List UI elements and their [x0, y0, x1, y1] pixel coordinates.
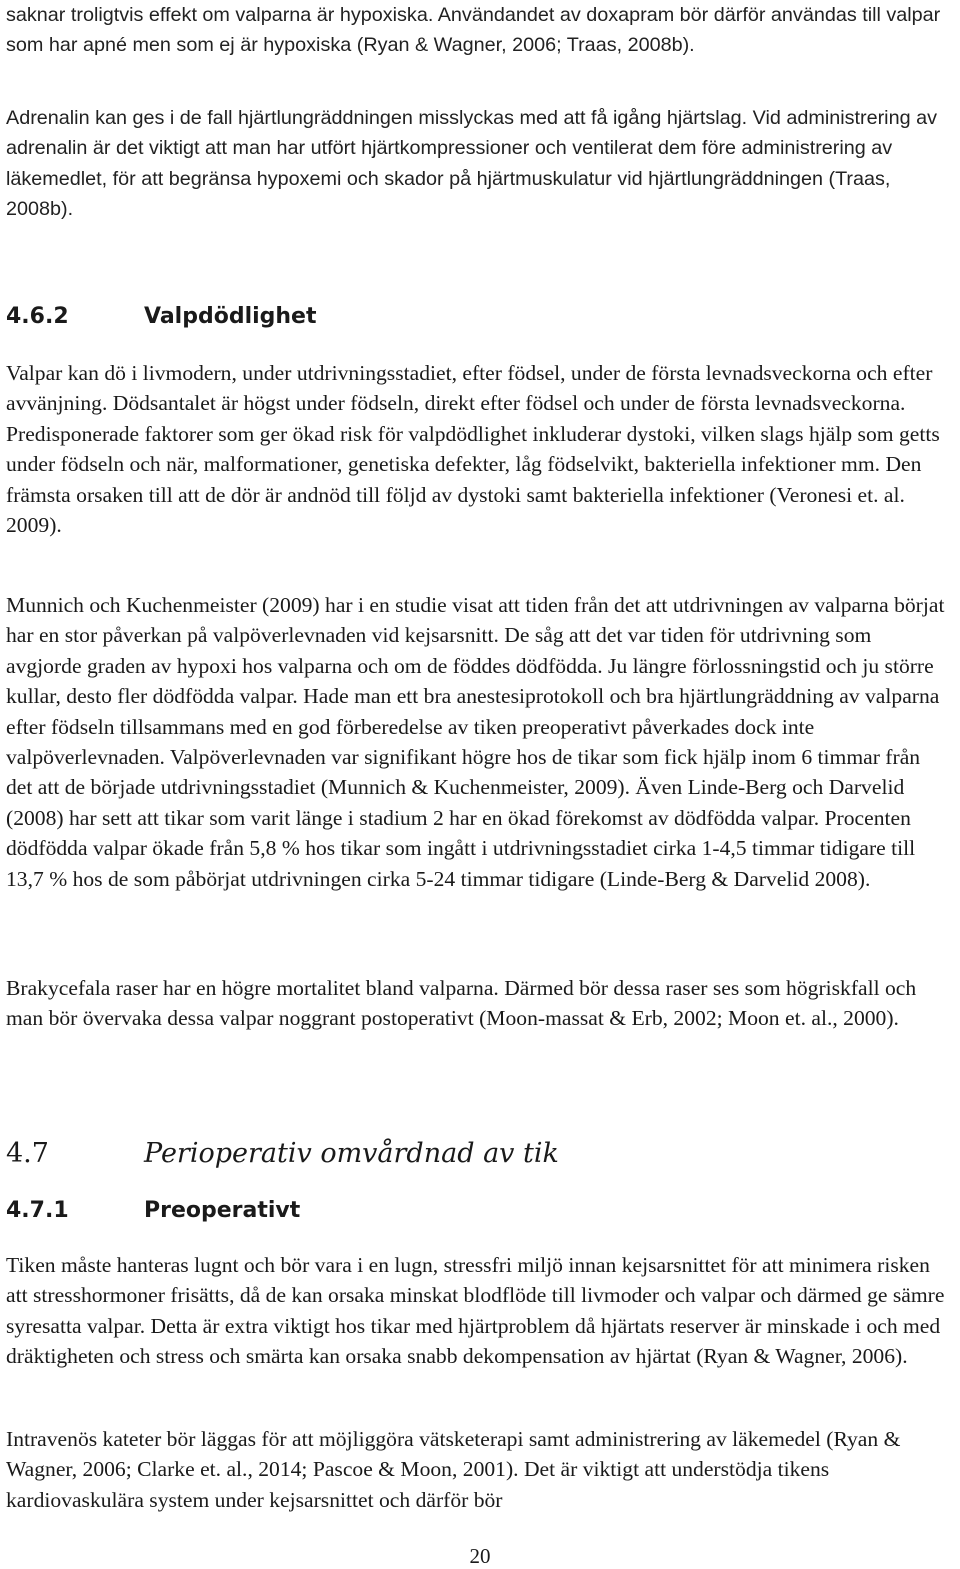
paragraph-munnich: Munnich och Kuchenmeister (2009) har i en studie visat att tiden från det att utdrivningen av valparna börjat har en stor påverkan på valpöverlevnaden vid kejsarsnitt. De såg att det var tiden för utdrivning som avgjorde graden av hypoxi hos valparna och om de föddes dödfödda. Ju längre förlossningstid och ju större kullar, desto fler dödfödda valpar. Hade man ett bra anestesiprotokoll och bra hjärtlungräddning av valparna efter födseln tillsammans med en god förberedelse av tiken preoperativt påverkades dock inte valpöverlevnaden. Valpöverlevnaden var signifikant högre hos de tikar som fick hjälp inom 6 timmar från det att de började utdrivningsstadiet (Munnich & Kuchenmeister, 2009). Även Linde-Berg och Darvelid (2008) har sett att tikar som varit länge i stadium 2 har en ökad förekomst av dödfödda valpar. Procenten dödfödda valpar ökade från 5,8 % hos tikar som ingått i utdrivningsstadiet cirka 1-4,5 timmar tidigare till 13,7 % hos de som påbörjat utdrivningen cirka 5-24 timmar tidigare (Linde-Berg & Darvelid 2008). — [6, 593, 945, 891]
page-number: 20 — [469, 1544, 491, 1568]
section-heading-valpdodlighet — [6, 304, 317, 329]
section-number: 4.7.1 — [6, 1198, 69, 1223]
paragraph-intravenos: Intravenös kateter bör läggas för att möjliggöra vätsketerapi samt administrering av läkemedel (Ryan & Wagner, 2006; Clarke et. al., 2014; Pascoe & Moon, 2001). Det är viktigt att understödja tikens kardiovaskulära system under kejsarsnittet och därför bör — [6, 1427, 901, 1512]
paragraph-brakycefala: Brakycefala raser har en högre mortalitet bland valparna. Därmed bör dessa raser ses som högriskfall och man bör övervaka dessa valpar noggrant postoperativt (Moon-massat & Erb, 2002; Moon et. al., 2000). — [6, 976, 917, 1031]
section-heading-perioperativ — [6, 1138, 559, 1169]
section-number: 4.7 — [6, 1138, 49, 1169]
paragraph-doxapram: saknar troligtvis effekt om valparna är hypoxiska. Användandet av doxapram bör därför användas till valpar som har apné men som ej är hypoxiska (Ryan & Wagner, 2006; Traas, 2008b). — [6, 4, 941, 57]
section-number: 4.6.2 — [6, 304, 69, 329]
paragraph-valpdodlighet: Valpar kan dö i livmodern, under utdrivningsstadiet, efter födsel, under de första levnadsveckorna och efter avvänjning. Dödsantalet är högst under födseln, direkt efter födsel och under de första levnadsveckorna. Predisponerade faktorer som ger ökad risk för valpdödlighet inkluderar dystoki, vilken slags hjälp som getts under födseln och när, malformationer, genetiska defekter, låg födselvikt, bakteriella infektioner mm. Den främsta orsaken till att de dör är andnöd till följd av dystoki samt bakteriella infektioner (Veronesi et. al. 2009). — [6, 361, 940, 538]
section-title: Preoperativt — [144, 1198, 301, 1223]
section-heading-preoperativt — [6, 1198, 300, 1223]
section-title: Valpdödlighet — [144, 304, 317, 329]
paragraph-adrenalin: Adrenalin kan ges i de fall hjärtlungräddningen misslyckas med att få igång hjärtslag. Vid administrering av adrenalin är det viktigt att man har utfört hjärtkompressioner och ventilerat dem före administrering av läkemedlet, för att begränsa hypoxemi och skador på hjärtmuskulatur vid hjärtlungräddningen (Traas, 2008b). — [6, 107, 937, 220]
section-title: Perioperativ omvårdnad av tik — [144, 1138, 559, 1169]
paragraph-preoperativt: Tiken måste hanteras lugnt och bör vara i en lugn, stressfri miljö innan kejsarsnittet för att minimera risken att stresshormoner frisätts, då de kan orsaka minskat blodflöde till livmoder och valpar och därmed ge sämre syresatta valpar. Detta är extra viktigt hos tikar med hjärtproblem då hjärtats reserver är minskade i och med dräktigheten och stress och smärta kan orsaka snabb dekompensation av hjärtat (Ryan & Wagner, 2006). — [6, 1253, 945, 1369]
